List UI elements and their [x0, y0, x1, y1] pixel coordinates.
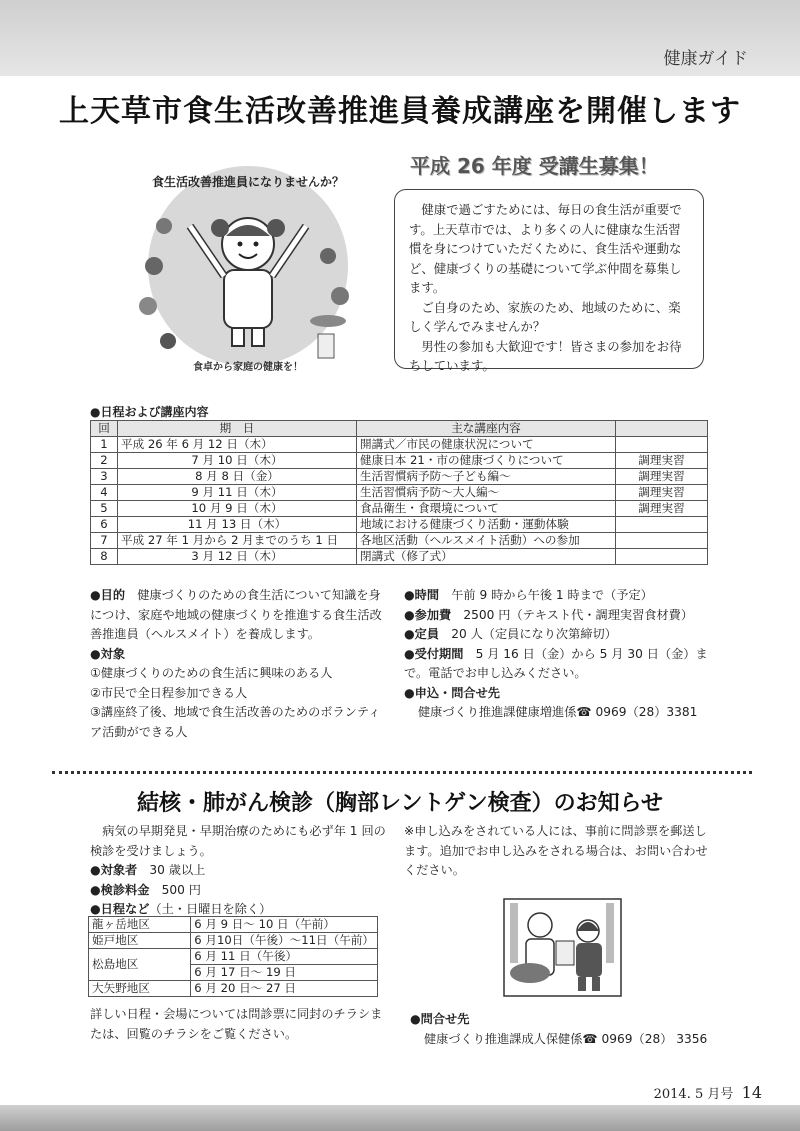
screening-info	[90, 822, 390, 920]
table-row: 5 10 月 9 日（木） 食品衛生・食環境について 調理実習	[91, 501, 708, 517]
screening-details: 詳しい日程・会場については問診票に同封のチラシまたは、回覧のチラシをご覧ください。	[90, 1007, 383, 1041]
screening-note: ※申し込みをされている人には、事前に問診票を郵送します。追加でお申し込みをされる場合は、お問い合わせください。	[404, 824, 708, 877]
table-row: 2 7 月 10 日（木） 健康日本 21・市の健康づくりについて 調理実習	[91, 453, 708, 469]
mascot-illustration	[128, 156, 368, 386]
section-label: 健康ガイド	[663, 49, 748, 69]
table-row: 8 3 月 12 日（木） 閉講式（修了式）	[91, 549, 708, 565]
course-details-section	[404, 586, 714, 723]
intro-box	[394, 189, 704, 373]
illustration-caption-bottom: 食卓から家庭の健康を！	[193, 362, 303, 373]
illustration-caption-top: 食生活改善推進員になりませんか？	[151, 175, 345, 189]
target-item: ①健康づくりのための食生活に興味のある人	[90, 666, 333, 680]
page-number: 14	[741, 1083, 762, 1102]
time-block: ●時間 午前 9 時から午後 1 時まで（予定）	[404, 588, 653, 602]
mascot-apron	[224, 270, 272, 328]
screening-intro: 病気の早期発見・早期治療のためにも必ず年 1 回の検診を受けましょう。	[90, 824, 386, 858]
page-footer	[654, 1083, 762, 1102]
table-row: 6 11 月 13 日（木） 地域における健康づくり活動・運動体験	[91, 517, 708, 533]
article-title: 上天草市食生活改善推進員養成講座を開催します	[59, 94, 741, 129]
article-title: 結核・肺がん検診（胸部レントゲン検査）のお知らせ	[137, 791, 663, 816]
target-label: ●対象	[90, 646, 126, 661]
issue-label: 2014. 5 月号	[653, 1087, 734, 1102]
contact-label: ●申込・問合せ先	[404, 685, 500, 700]
table-row: 4 9 月 11 日（木） 生活習慣病予防～大人編～ 調理実習	[91, 485, 708, 501]
contact-text: 健康づくり推進課健康増進係☎ 0969（28）3381	[418, 705, 698, 719]
mascot-hair-right	[267, 219, 285, 237]
purpose-text: 健康づくりのための食生活について知識を身につけ、家庭や地域の健康づくりを推進する食生活改善推進員（ヘルスメイト）を養成します。	[90, 588, 382, 641]
table-row: 6 月 17 日～ 19 日	[89, 965, 378, 981]
table-row: 松島地区 6 月 11 日（午後）	[89, 949, 378, 965]
target-item: ③講座終了後、地域で食生活改善のためのボランティア活動ができる人	[90, 705, 381, 739]
doctor-patient-illustration	[500, 895, 625, 1000]
fee-block: ●検診料金 500 円	[90, 882, 201, 897]
capacity-block: ●定員 20 人（定員になり次第締切）	[404, 627, 617, 641]
table-row: 龍ヶ岳地区 6 月 9 日～ 10 日（午前）	[89, 917, 378, 933]
table-row: 3 8 月 8 日（金） 生活習慣病予防～子ども編～ 調理実習	[91, 469, 708, 485]
intro-paragraph: 男性の参加も大歓迎です！皆さまの参加をお待ちしています。	[409, 338, 682, 373]
bottom-bar	[0, 1105, 800, 1131]
eligible-block: ●対象者 30 歳以上	[90, 863, 206, 877]
schedule-label: ●日程など（土・日曜日を除く）	[90, 902, 272, 916]
purpose-target-section	[90, 586, 390, 742]
col-header: 回	[91, 421, 118, 437]
intro-paragraph: ご自身のため、家族のため、地域のために、楽しく学んでみませんか？	[409, 299, 681, 334]
table-row: 姫戸地区 6 月10日（午後）～11日（午前）	[89, 933, 378, 949]
purpose-label: ●目的	[90, 588, 126, 602]
table-row: 大矢野地区 6 月 20 日～ 27 日	[89, 981, 378, 997]
contact-text: 健康づくり推進課成人保健係☎ 0969（28） 3356	[424, 1031, 708, 1046]
screening-schedule-table	[88, 916, 378, 997]
period-block: ●受付期間 5 月 16 日（金）から 5 月 30 日（金）まで。電話でお申し込みください。	[404, 646, 708, 680]
table-row: 7 平成 27 年 1 月から 2 月までのうち 1 日 各地区活動（ヘルスメイト活動）への参加	[91, 533, 708, 549]
table-row: 1 平成 26 年 6 月 12 日（木） 開講式／市民の健康状況について	[91, 437, 708, 453]
fee-block: ●参加費 2500 円（テキスト代・調理実習食材費）	[404, 607, 694, 622]
course-schedule-table	[90, 420, 708, 565]
purpose-block	[90, 586, 390, 645]
mascot-hair-left	[211, 219, 229, 237]
contact-label: ●問合せ先	[410, 1012, 470, 1026]
table-header-row	[91, 421, 708, 437]
col-header: 期 日	[118, 421, 357, 437]
col-header: 主な講座内容	[357, 421, 616, 437]
section-divider	[52, 771, 752, 774]
schedule-heading: ●日程および講座内容	[90, 405, 209, 419]
target-item: ②市民で全日程参加できる人	[90, 685, 248, 700]
recruit-heading: 平成 26 年度 受講生募集！	[410, 154, 659, 178]
intro-paragraph: 健康で過ごすためには、毎日の食生活が重要です。上天草市では、より多くの人に健康な生活習慣を身につけていただくために、食生活や運動など、健康づくりの基礎について学ぶ仲間を募集します。	[409, 202, 682, 295]
col-header	[616, 421, 708, 437]
screening-contact	[410, 1010, 730, 1049]
